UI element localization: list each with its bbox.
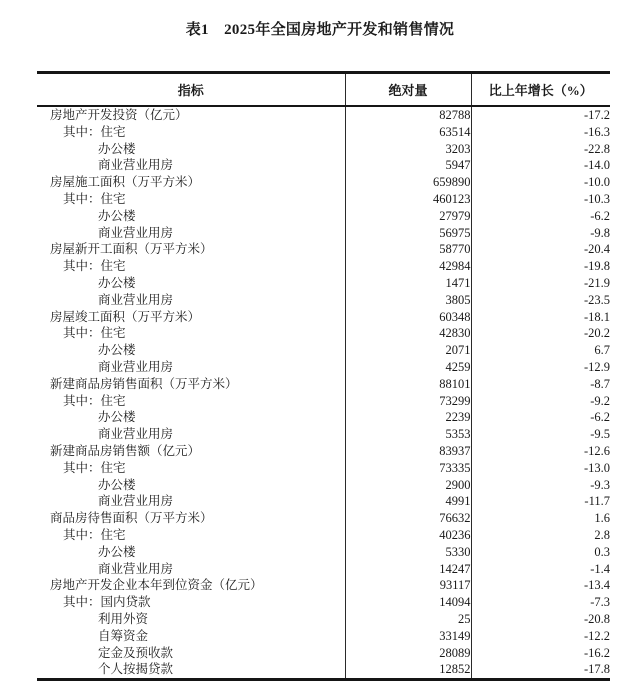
table-row (37, 141, 610, 158)
table-row (37, 309, 610, 326)
table-row (37, 561, 610, 578)
row-growth-value: -10.0 (583, 175, 610, 190)
row-indicator-label: 其中：住宅 (37, 325, 345, 342)
row-growth-value: -9.8 (590, 225, 610, 240)
row-absolute-value: 60348 (345, 309, 471, 326)
table-row (37, 477, 610, 494)
row-growth-value: -18.1 (583, 309, 610, 324)
col-header-growth: 比上年增长（%） (471, 73, 610, 107)
table-header (37, 73, 610, 107)
row-indicator-label: 办公楼 (37, 409, 345, 426)
row-absolute-value: 3805 (345, 292, 471, 309)
row-growth-value: -14.0 (583, 158, 610, 173)
table-row (37, 106, 610, 124)
row-growth-value: -20.8 (583, 611, 610, 626)
row-growth-value: -17.2 (583, 108, 610, 122)
row-indicator-label: 房屋竣工面积（万平方米） (37, 309, 345, 326)
table-row (37, 258, 610, 275)
table-row (37, 493, 610, 510)
row-growth-value: -11.7 (584, 494, 610, 509)
row-growth-value: -13.4 (583, 578, 610, 593)
row-absolute-value: 460123 (345, 191, 471, 208)
row-absolute-value: 42984 (345, 258, 471, 275)
row-indicator-label: 办公楼 (37, 544, 345, 561)
table-row (37, 544, 610, 561)
row-indicator-label: 商业营业用房 (37, 426, 345, 443)
row-absolute-value: 82788 (345, 106, 471, 124)
row-indicator-label: 商业营业用房 (37, 157, 345, 174)
row-indicator-label: 其中：住宅 (37, 527, 345, 544)
table-body (37, 106, 610, 680)
table-row (37, 611, 610, 628)
row-absolute-value: 2239 (345, 409, 471, 426)
row-growth-value: -10.3 (583, 191, 610, 206)
row-indicator-label: 办公楼 (37, 275, 345, 292)
col-header-indicator: 指标 (37, 73, 345, 107)
row-absolute-value: 73299 (345, 393, 471, 410)
table-row (37, 628, 610, 645)
row-growth-value: -20.4 (583, 242, 610, 257)
row-indicator-label: 利用外资 (37, 611, 345, 628)
row-indicator-label: 商业营业用房 (37, 359, 345, 376)
row-absolute-value: 2071 (345, 342, 471, 359)
row-growth-value: -12.2 (583, 628, 610, 643)
row-absolute-value: 4991 (345, 493, 471, 510)
row-absolute-value: 5947 (345, 157, 471, 174)
row-indicator-label: 办公楼 (37, 208, 345, 225)
table-row (37, 443, 610, 460)
row-absolute-value: 3203 (345, 141, 471, 158)
row-absolute-value: 2900 (345, 477, 471, 494)
row-growth-value: -17.8 (583, 662, 610, 677)
row-absolute-value: 33149 (345, 628, 471, 645)
table-row (37, 275, 610, 292)
row-growth-value: -8.7 (590, 376, 610, 391)
row-indicator-label: 房屋施工面积（万平方米） (37, 174, 345, 191)
table-row (37, 325, 610, 342)
row-indicator-label: 办公楼 (37, 477, 345, 494)
row-growth-value: -7.3 (590, 595, 610, 610)
row-growth-value: -16.2 (583, 645, 610, 660)
row-absolute-value: 659890 (345, 174, 471, 191)
row-indicator-label: 房地产开发企业本年到位资金（亿元） (37, 577, 345, 594)
row-absolute-value: 4259 (345, 359, 471, 376)
table-row (37, 208, 610, 225)
row-growth-value: -16.3 (583, 124, 610, 139)
row-absolute-value: 73335 (345, 460, 471, 477)
row-absolute-value: 5353 (345, 426, 471, 443)
header-row (37, 73, 610, 107)
row-indicator-label: 个人按揭贷款 (37, 661, 345, 679)
row-absolute-value: 12852 (345, 661, 471, 679)
row-growth-value: -12.9 (583, 359, 610, 374)
table-row (37, 376, 610, 393)
table-title: 表1 2025年全国房地产开发和销售情况 (185, 22, 455, 38)
table-row (37, 594, 610, 611)
row-absolute-value: 25 (345, 611, 471, 628)
row-indicator-label: 其中：住宅 (37, 191, 345, 208)
row-absolute-value: 93117 (345, 577, 471, 594)
row-indicator-label: 办公楼 (37, 141, 345, 158)
table-row (37, 225, 610, 242)
table-row (37, 409, 610, 426)
row-absolute-value: 5330 (345, 544, 471, 561)
row-indicator-label: 新建商品房销售额（亿元） (37, 443, 345, 460)
row-indicator-label: 房屋新开工面积（万平方米） (37, 241, 345, 258)
row-indicator-label: 其中：住宅 (37, 258, 345, 275)
row-absolute-value: 88101 (345, 376, 471, 393)
row-growth-value: 0.3 (594, 544, 610, 559)
table-row (37, 645, 610, 662)
row-growth-value: -19.8 (583, 259, 610, 274)
row-growth-value: -21.9 (583, 275, 610, 290)
row-indicator-label: 办公楼 (37, 342, 345, 359)
row-indicator-label: 商业营业用房 (37, 493, 345, 510)
row-indicator-label: 商业营业用房 (37, 225, 345, 242)
row-growth-value: 1.6 (594, 511, 610, 526)
row-growth-value: -22.8 (583, 141, 610, 156)
table-row (37, 174, 610, 191)
row-indicator-label: 新建商品房销售面积（万平方米） (37, 376, 345, 393)
row-growth-value: -9.3 (590, 477, 610, 492)
row-absolute-value: 40236 (345, 527, 471, 544)
row-growth-value: -6.2 (590, 208, 610, 223)
row-growth-value: -1.4 (590, 561, 610, 576)
row-absolute-value: 14247 (345, 561, 471, 578)
table-row (37, 241, 610, 258)
row-indicator-label: 商品房待售面积（万平方米） (37, 510, 345, 527)
stats-table (37, 71, 610, 681)
table-row (37, 124, 610, 141)
row-indicator-label: 自筹资金 (37, 628, 345, 645)
row-growth-value: -23.5 (583, 292, 610, 307)
row-growth-value: 6.7 (594, 343, 610, 358)
row-indicator-label: 其中：住宅 (37, 124, 345, 141)
row-growth-value: -20.2 (583, 326, 610, 341)
row-absolute-value: 76632 (345, 510, 471, 527)
row-absolute-value: 58770 (345, 241, 471, 258)
table-row (37, 393, 610, 410)
row-absolute-value: 1471 (345, 275, 471, 292)
row-indicator-label: 商业营业用房 (37, 292, 345, 309)
row-growth-value: -6.2 (590, 410, 610, 425)
row-growth-value: -12.6 (583, 443, 610, 458)
row-growth-value: -9.2 (590, 393, 610, 408)
table-row (37, 661, 610, 679)
row-indicator-label: 定金及预收款 (37, 645, 345, 662)
row-absolute-value: 27979 (345, 208, 471, 225)
row-indicator-label: 其中：住宅 (37, 460, 345, 477)
row-absolute-value: 14094 (345, 594, 471, 611)
table-row (37, 359, 610, 376)
table-row (37, 157, 610, 174)
row-growth-value: 2.8 (594, 527, 610, 542)
table-row (37, 292, 610, 309)
table-row (37, 426, 610, 443)
table-row (37, 460, 610, 477)
row-indicator-label: 其中：国内贷款 (37, 594, 345, 611)
row-absolute-value: 83937 (345, 443, 471, 460)
row-indicator-label: 其中：住宅 (37, 393, 345, 410)
table-row (37, 527, 610, 544)
row-growth-value: -9.5 (590, 427, 610, 442)
table-row (37, 577, 610, 594)
table-row (37, 510, 610, 527)
row-absolute-value: 42830 (345, 325, 471, 342)
col-header-absolute-value: 绝对量 (345, 73, 471, 107)
table-row (37, 342, 610, 359)
row-absolute-value: 56975 (345, 225, 471, 242)
row-indicator-label: 商业营业用房 (37, 561, 345, 578)
row-indicator-label: 房地产开发投资（亿元） (37, 106, 345, 124)
row-absolute-value: 28089 (345, 645, 471, 662)
row-absolute-value: 63514 (345, 124, 471, 141)
row-growth-value: -13.0 (583, 460, 610, 475)
table-row (37, 191, 610, 208)
